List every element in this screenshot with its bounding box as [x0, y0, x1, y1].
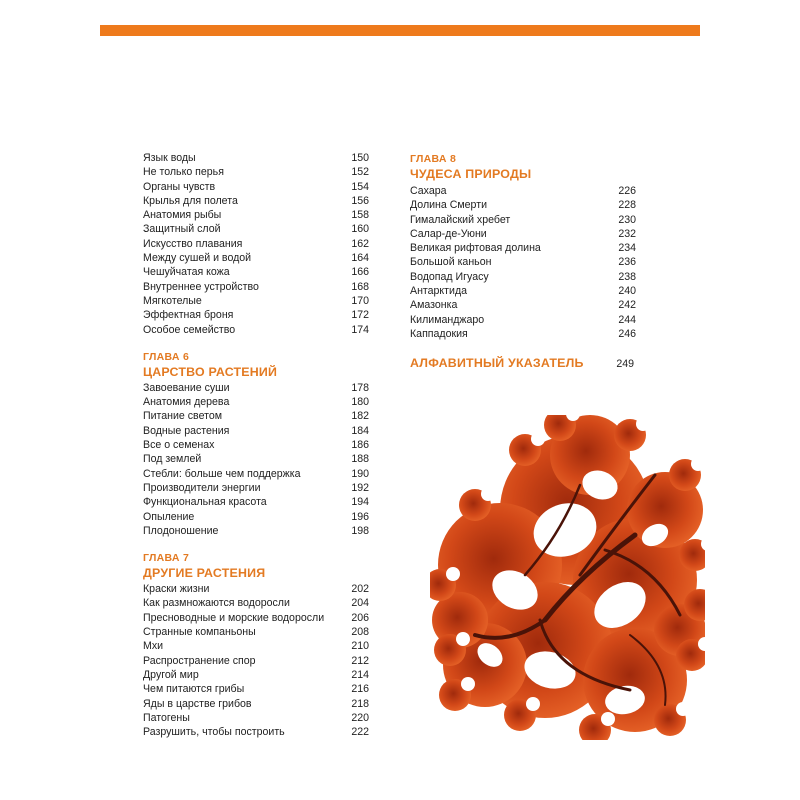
toc-left-column: [143, 151, 369, 739]
toc-entry-title: Не только перья: [143, 166, 224, 179]
toc-entry: [143, 222, 369, 236]
toc-entry: [143, 151, 369, 165]
toc-entry: [143, 697, 369, 711]
chapter-title: ДРУГИЕ РАСТЕНИЯ: [143, 566, 266, 581]
toc-entry-page: 152: [351, 166, 369, 179]
toc-entry-title: Внутреннее устройство: [143, 280, 259, 293]
toc-entry-page: 244: [618, 313, 636, 326]
top-accent-bar: [100, 25, 700, 36]
toc-entry-title: Под землей: [143, 453, 202, 466]
toc-entry-title: Великая рифтовая долина: [410, 242, 541, 255]
toc-entry: [410, 198, 636, 212]
toc-entry-page: 166: [351, 266, 369, 279]
toc-entry-title: Защитный слой: [143, 223, 221, 236]
toc-entry: [143, 294, 369, 308]
toc-entry-page: 214: [351, 668, 369, 681]
toc-entry-page: 174: [351, 323, 369, 336]
toc-entry: [410, 241, 636, 255]
chapter-title: ЦАРСТВО РАСТЕНИЙ: [143, 364, 278, 379]
toc-entry: [143, 424, 369, 438]
toc-entry-page: 160: [351, 223, 369, 236]
toc-entry-page: 184: [351, 424, 369, 437]
toc-entry-title: Мхи: [143, 640, 164, 653]
red-seaweed-image: [430, 415, 705, 740]
toc-entry-title: Чешуйчатая кожа: [143, 266, 230, 279]
toc-entry-title: Килиманджаро: [410, 313, 485, 326]
chapter-8-entries: [410, 184, 636, 341]
toc-entry: [143, 395, 369, 409]
toc-entry-page: 202: [351, 583, 369, 596]
toc-entry-title: Разрушить, чтобы построить: [143, 726, 285, 739]
toc-entry-page: 172: [351, 309, 369, 322]
toc-entry: [143, 639, 369, 653]
toc-entry: [143, 611, 369, 625]
toc-entry-title: Стебли: больше чем поддержка: [143, 467, 301, 480]
toc-entry-page: 180: [351, 396, 369, 409]
toc-entry-title: Как размножаются водоросли: [143, 597, 290, 610]
chapter-7-section: [143, 551, 369, 739]
toc-entry-title: Распространение спор: [143, 654, 256, 667]
toc-entry-page: 240: [618, 285, 636, 298]
toc-entry: [143, 711, 369, 725]
toc-entry-page: 154: [351, 180, 369, 193]
toc-entry-title: Органы чувств: [143, 180, 216, 193]
toc-entry-title: Опыление: [143, 510, 195, 523]
toc-entry-title: Долина Смерти: [410, 199, 487, 212]
toc-entry-page: 196: [351, 510, 369, 523]
toc-entry: [143, 495, 369, 509]
toc-entry-title: Патогены: [143, 711, 190, 724]
toc-entry-page: 210: [351, 640, 369, 653]
toc-entry: [410, 298, 636, 312]
toc-entry-page: 204: [351, 597, 369, 610]
toc-entry-title: Все о семенах: [143, 439, 215, 452]
toc-entry-title: Анатомия дерева: [143, 396, 230, 409]
toc-entry-title: Амазонка: [410, 299, 458, 312]
toc-entry-page: 188: [351, 453, 369, 466]
toc-entry: [143, 165, 369, 179]
index-title: АЛФАВИТНЫЙ УКАЗАТЕЛЬ: [410, 356, 584, 371]
toc-entry: [143, 237, 369, 251]
toc-entry: [143, 467, 369, 481]
toc-entry-page: 216: [351, 683, 369, 696]
chapter-6-entries: [143, 381, 369, 538]
toc-entry-page: 232: [618, 227, 636, 240]
toc-entry-page: 150: [351, 152, 369, 164]
toc-entry-page: 220: [351, 711, 369, 724]
toc-entry-title: Производители энергии: [143, 481, 261, 494]
toc-entry-title: Анатомия рыбы: [143, 209, 222, 222]
toc-entry-title: Каппадокия: [410, 327, 468, 340]
toc-entry: [410, 327, 636, 341]
toc-entry: [143, 596, 369, 610]
toc-entry: [143, 682, 369, 696]
toc-entry: [143, 438, 369, 452]
toc-entry-title: Яды в царстве грибов: [143, 697, 252, 710]
toc-entry-page: 170: [351, 294, 369, 307]
toc-entry-page: 230: [618, 213, 636, 226]
toc-entry-title: Пресноводные и морские водоросли: [143, 611, 325, 624]
toc-entry-page: 226: [618, 185, 636, 197]
toc-entry-page: 222: [351, 726, 369, 739]
toc-entry: [143, 625, 369, 639]
toc-entry-page: 206: [351, 611, 369, 624]
toc-entry-page: 182: [351, 410, 369, 423]
toc-entry: [143, 280, 369, 294]
toc-entry-title: Плодоношение: [143, 524, 219, 537]
toc-entry: [410, 227, 636, 241]
toc-entry-page: 156: [351, 194, 369, 207]
toc-entry: [410, 213, 636, 227]
toc-entry-page: 238: [618, 270, 636, 283]
toc-entry: [143, 194, 369, 208]
toc-list-continued: [143, 151, 369, 337]
toc-entry: [410, 313, 636, 327]
index-page-number: 249: [616, 358, 634, 371]
toc-entry: [143, 251, 369, 265]
toc-entry-page: 198: [351, 524, 369, 537]
toc-entry-title: Мягкотелые: [143, 294, 202, 307]
toc-entry-title: Язык воды: [143, 152, 196, 164]
toc-entry-page: 178: [351, 381, 369, 394]
toc-entry-page: 234: [618, 242, 636, 255]
toc-entry-page: 228: [618, 199, 636, 212]
toc-entry-title: Антарктида: [410, 285, 468, 298]
chapter-label: ГЛАВА 8: [410, 153, 457, 165]
index-entry: [410, 356, 634, 370]
toc-entry: [143, 323, 369, 337]
toc-entry-page: 246: [618, 327, 636, 340]
toc-entry-title: Краски жизни: [143, 583, 210, 596]
toc-entry-page: 158: [351, 209, 369, 222]
toc-entry: [143, 180, 369, 194]
toc-entry-page: 236: [618, 256, 636, 269]
toc-entry-title: Сахара: [410, 185, 447, 197]
toc-entry: [143, 481, 369, 495]
chapter-title: ЧУДЕСА ПРИРОДЫ: [410, 167, 532, 181]
toc-entry: [143, 654, 369, 668]
toc-entry: [143, 308, 369, 322]
toc-entry: [410, 184, 636, 198]
toc-entry-title: Эффектная броня: [143, 309, 234, 322]
toc-entry-page: 218: [351, 697, 369, 710]
toc-entry-page: 212: [351, 654, 369, 667]
toc-entry-title: Странные компаньоны: [143, 626, 256, 639]
toc-entry-title: Крылья для полета: [143, 194, 238, 207]
toc-entry: [143, 510, 369, 524]
chapter-label: ГЛАВА 6: [143, 350, 190, 363]
toc-entry-title: Большой каньон: [410, 256, 492, 269]
toc-entry-title: Завоевание суши: [143, 381, 230, 394]
toc-entry-page: 242: [618, 299, 636, 312]
chapter-7-entries: [143, 582, 369, 739]
toc-entry: [143, 381, 369, 395]
toc-entry-page: 168: [351, 280, 369, 293]
toc-entry: [143, 725, 369, 739]
toc-entry-page: 162: [351, 237, 369, 250]
toc-entry: [410, 284, 636, 298]
toc-entry: [143, 668, 369, 682]
toc-entry-page: 192: [351, 481, 369, 494]
toc-entry-title: Между сушей и водой: [143, 252, 252, 265]
toc-entry-page: 194: [351, 496, 369, 509]
toc-entry: [143, 409, 369, 423]
chapter-8-section: [410, 152, 636, 341]
chapter-label: ГЛАВА 7: [143, 552, 190, 565]
toc-entry-title: Функциональная красота: [143, 496, 267, 509]
toc-entry-title: Чем питаются грибы: [143, 683, 245, 696]
toc-entry-title: Водные растения: [143, 424, 230, 437]
chapter-6-section: [143, 350, 369, 538]
toc-entry-title: Салар-де-Уюни: [410, 227, 487, 240]
toc-entry: [410, 255, 636, 269]
toc-entry: [143, 524, 369, 538]
toc-entry-title: Другой мир: [143, 668, 199, 681]
toc-entry-title: Гималайский хребет: [410, 213, 511, 226]
toc-entry: [143, 582, 369, 596]
toc-entry-title: Особое семейство: [143, 323, 236, 336]
toc-entry: [143, 452, 369, 466]
toc-entry-title: Водопад Игуасу: [410, 270, 489, 283]
toc-entry-title: Питание светом: [143, 410, 223, 423]
toc-entry-page: 164: [351, 252, 369, 265]
toc-right-column: [410, 152, 636, 370]
toc-entry: [143, 208, 369, 222]
toc-entry-page: 190: [351, 467, 369, 480]
toc-entry: [410, 270, 636, 284]
toc-entry-page: 208: [351, 626, 369, 639]
toc-entry-title: Искусство плавания: [143, 237, 243, 250]
toc-entry: [143, 265, 369, 279]
toc-entry-page: 186: [351, 439, 369, 452]
